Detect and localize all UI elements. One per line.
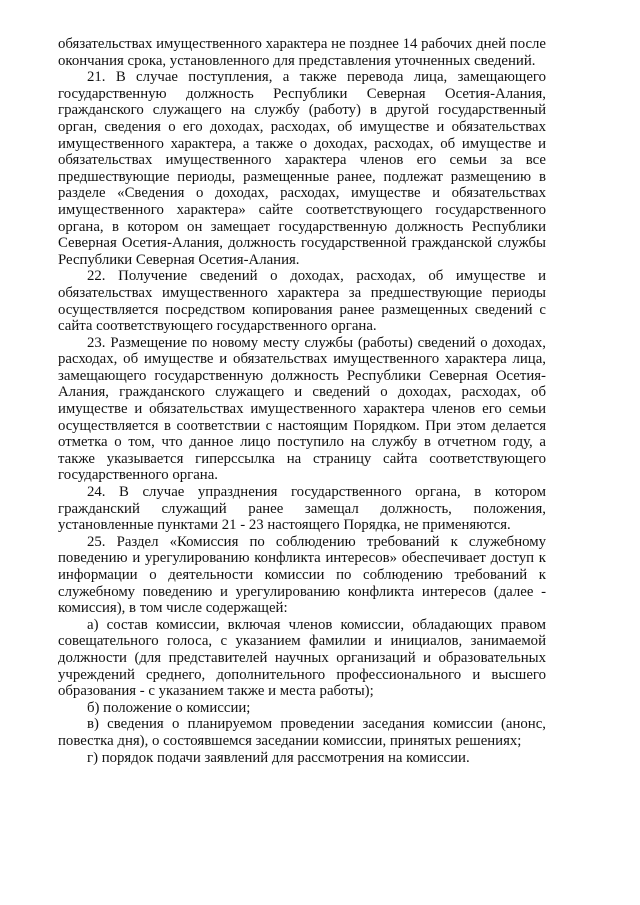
paragraph-25: 25. Раздел «Комиссия по соблюдению требований к служебному поведению и урегулированию конфликта интересов» обеспечивает доступ к информации о деятельности комиссии по соблюдению требований к служебному поведению и урегулированию конфликта интересов (далее - комиссия), в том числе содержащей: xyxy=(58,533,546,617)
list-item-v: в) сведения о планируемом проведении заседания комиссии (анонс, повестка дня), о состоявшемся заседании комиссии, принятых решениях; xyxy=(58,716,546,749)
paragraph-21: 21. В случае поступления, а также перевода лица, замещающего государственную должность Республики Северная Осетия-Алания, гражданского служащего на службу (работу) в другой государственный орган, сведения о его доходах, расходах, об имуществе и обязательствах имущественного характера, а также о доходах, расходах, об имуществе и обязательствах имущественного характера членов его семьи за все предшествующие периоды, размещенные ранее, подлежат размещению в разделе «Сведения о доходах, расходах, имуществе и обязательствах имущественного характера» сайте соответствующего государственного органа, в котором он замещает государственную должность Республики Северная Осетия-Алания, должность государственной гражданской службы Республики Северная Осетия-Алания. xyxy=(58,69,546,268)
paragraph-continuation: обязательствах имущественного характера не позднее 14 рабочих дней после окончания срока, установленного для представления уточненных сведений. xyxy=(58,36,546,69)
list-item-g: г) порядок подачи заявлений для рассмотрения на комиссии. xyxy=(87,749,470,766)
list-item-b: б) положение о комиссии; xyxy=(87,699,251,716)
paragraph-23: 23. Размещение по новому месту службы (работы) сведений о доходах, расходах, об имуществе и обязательствах имущественного характера лица, замещающего государственную должность Республики Северная Осетия-Алания, гражданского служащего и сведений о доходах, расходах, об имуществе и обязательствах имущественного характера членов его семьи осуществляется в соответствии с настоящим Порядком. При этом делается отметка о том, что данное лицо поступило на службу в отчетном году, а также указывается гиперссылка на страницу сайта соответствующего государственного органа. xyxy=(58,334,546,484)
paragraph-24: 24. В случае упразднения государственного органа, в котором гражданский служащий ранее замещал должность, положения, установленные пунктами 21 - 23 настоящего Порядка, не применяются. xyxy=(58,484,546,534)
paragraph-22: 22. Получение сведений о доходах, расходах, об имуществе и обязательствах имущественного характера за предшествующие периоды осуществляется посредством копирования ранее размещенных сведений с сайта соответствующего государственного органа. xyxy=(58,268,546,335)
document-page xyxy=(58,36,546,766)
list-item-a: а) состав комиссии, включая членов комиссии, обладающих правом совещательного голоса, с указанием фамилии и инициалов, занимаемой должности (для представителей научных организаций и образовательных учреждений среднего, дополнительного профессионального и высшего образования - с указанием также и места работы); xyxy=(58,616,546,700)
